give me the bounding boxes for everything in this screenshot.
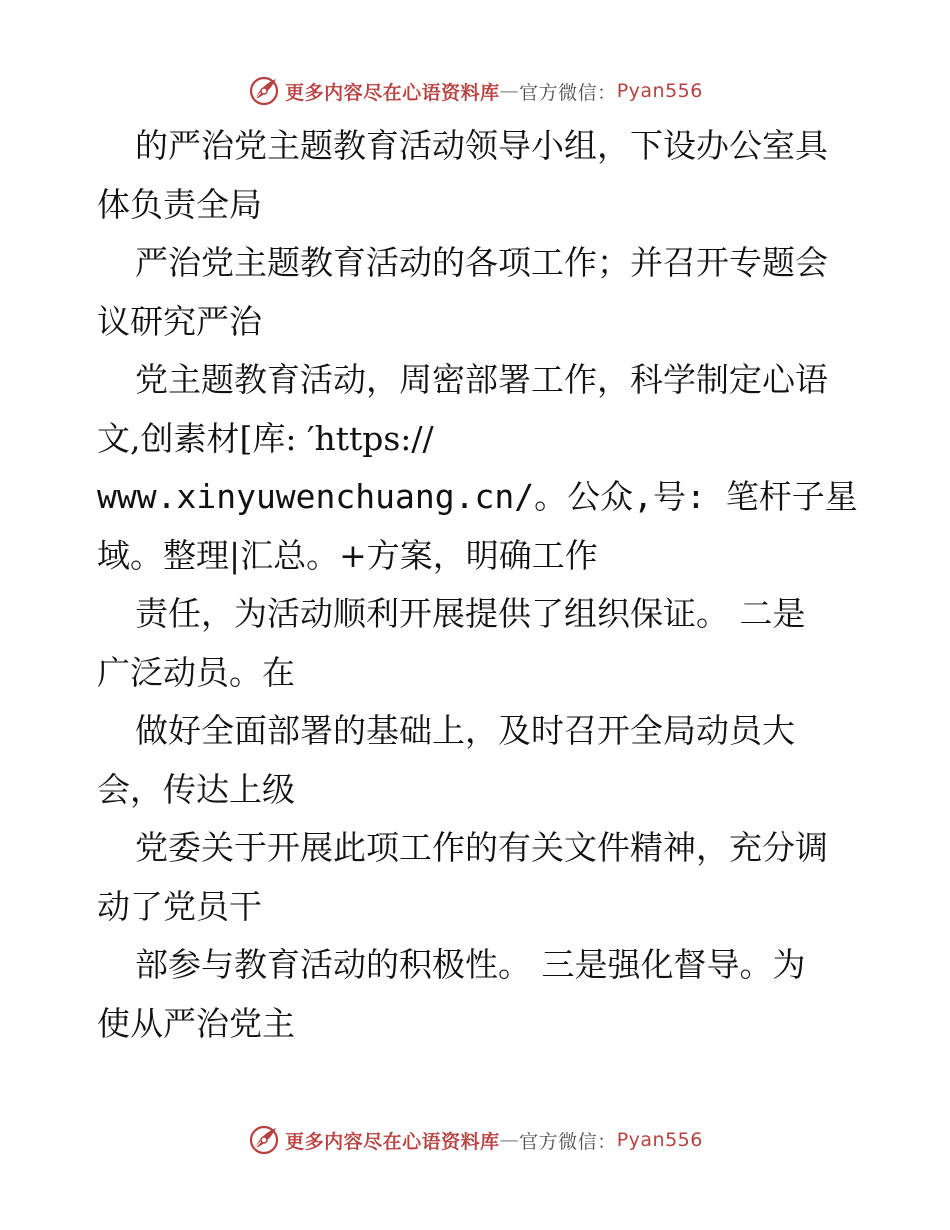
body-line: 严治党主题教育活动的各项工作；并召开专题会 bbox=[135, 243, 828, 282]
body-line: 责任，为活动顺利开展提供了组织保证。 二是 bbox=[135, 594, 806, 633]
footer-site-text: 更多内容尽在心语资料库 bbox=[285, 1130, 500, 1153]
header-official-label: 官方微信： bbox=[519, 81, 617, 104]
body-line: 议研究严治 bbox=[97, 301, 262, 341]
body-line: 动了党员干 bbox=[97, 886, 262, 926]
header-separator: — bbox=[499, 80, 520, 102]
header-wechat-handle: Pyan556 bbox=[616, 80, 703, 102]
body-line: 党主题教育活动，周密部署工作，科学制定心语 bbox=[135, 360, 828, 399]
body-line: 做好全面部署的基础上，及时召开全局动员大 bbox=[135, 711, 795, 750]
body-line: 文,创素材[库: ′https:// bbox=[97, 418, 434, 458]
body-line: 部参与教育活动的积极性。 三是强化督导。为 bbox=[135, 945, 806, 984]
body-line: 党委关于开展此项工作的有关文件精神，充分调 bbox=[135, 828, 828, 867]
body-line: www.xinyuwenchuang.cn/。公众,号: 笔杆子星 bbox=[97, 477, 858, 516]
body-line: 的严治党主题教育活动领导小组，下设办公室具 bbox=[135, 126, 828, 165]
body-line: 使从严治党主 bbox=[97, 1003, 295, 1043]
body-line: 体负责全局 bbox=[97, 184, 262, 224]
footer-official-label: 官方微信： bbox=[519, 1130, 617, 1153]
body-line: 会，传达上级 bbox=[97, 769, 295, 809]
header-banner bbox=[0, 71, 950, 111]
body-line: 广泛动员。在 bbox=[97, 652, 295, 692]
footer-separator: — bbox=[499, 1129, 520, 1151]
document-body bbox=[97, 117, 857, 1053]
footer-banner bbox=[0, 1120, 950, 1160]
body-line: 域。整理|汇总。+方案，明确工作 bbox=[97, 535, 598, 575]
footer-wechat-handle: Pyan556 bbox=[616, 1129, 703, 1151]
header-site-text: 更多内容尽在心语资料库 bbox=[285, 81, 500, 104]
quill-pen-logo-icon bbox=[247, 1123, 281, 1157]
quill-pen-logo-icon bbox=[247, 74, 281, 108]
